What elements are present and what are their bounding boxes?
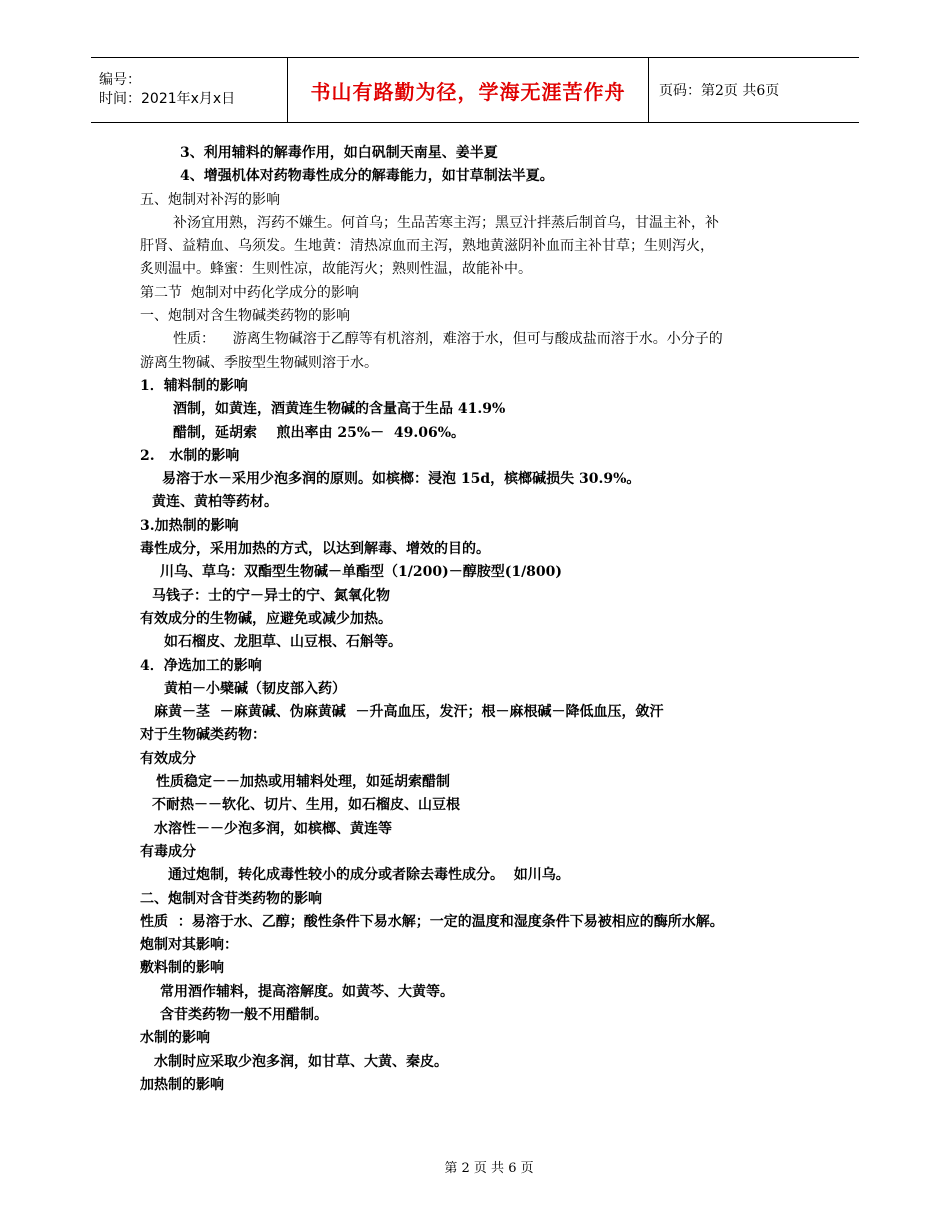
text-line: 醋制，延胡索 煎出率由 25%－ 49.06%。	[173, 424, 466, 441]
text-line: 性质： 游离生物碱溶于乙醇等有机溶剂，难溶于水，但可与酸成盐而溶于水。小分子的	[173, 331, 723, 348]
document-body	[140, 142, 830, 1097]
subsection-heading: 敷料制的影响	[140, 960, 224, 977]
section-heading: 第二节 炮制对中药化学成分的影响	[140, 284, 359, 301]
text-line: 性质稳定－－加热或用辅料处理，如延胡索醋制	[156, 774, 450, 791]
text-line: 3、利用辅料的解毒作用，如白矾制天南星、姜半夏	[180, 145, 498, 161]
text-line: 黄柏－小檗碱（韧皮部入药）	[164, 680, 346, 697]
document-time: 时间：2021年x月x日	[99, 91, 236, 107]
text-line: 酒制，如黄连，酒黄连生物碱的含量高于生品 41.9%	[173, 401, 506, 418]
text-line: 水溶性－－少泡多润，如槟榔、黄连等	[154, 820, 392, 837]
header-page-info: 页码：第2页 共6页	[659, 83, 780, 99]
page-footer	[0, 1157, 950, 1176]
subsection-heading: 加热制的影响	[140, 1076, 224, 1093]
text-line: 炮制对其影响：	[140, 937, 238, 954]
text-line: 有效成分的生物碱，应避免或减少加热。	[140, 610, 392, 627]
subsection-heading: 1．辅料制的影响	[140, 377, 248, 394]
text-line: 性质 ：易溶于水、乙醇；酸性条件下易水解；一定的温度和湿度条件下易被相应的酶所水解。	[140, 913, 724, 930]
footer-page-number: 第 2 页 共 6 页	[444, 1161, 534, 1176]
text-line: 黄连、黄柏等药材。	[152, 494, 278, 511]
text-line: 毒性成分，采用加热的方式，以达到解毒、增效的目的。	[140, 541, 490, 558]
section-heading: 二、炮制对含苷类药物的影响	[140, 890, 322, 907]
text-line: 不耐热－－软化、切片、生用，如石榴皮、山豆根	[152, 797, 460, 814]
subsection-heading: 2. 水制的影响	[140, 447, 240, 464]
header-meta	[91, 58, 287, 122]
text-line: 对于生物碱类药物：	[140, 727, 266, 744]
text-line: 常用酒作辅料，提高溶解度。如黄芩、大黄等。	[160, 983, 454, 1000]
subsection-heading: 4．净选加工的影响	[140, 657, 262, 674]
text-line: 通过炮制，转化成毒性较小的成分或者除去毒性成分。 如川乌。	[168, 867, 570, 884]
text-line: 4、增强机体对药物毒性成分的解毒能力，如甘草制法半夏。	[180, 168, 554, 185]
document-number-label: 编号：	[99, 72, 141, 88]
text-line: 马钱子：士的宁－异士的宁、氮氧化物	[152, 587, 390, 604]
text-line: 炙则温中。蜂蜜：生则性凉，故能泻火；熟则性温，故能补中。	[140, 261, 532, 278]
text-line: 有效成分	[140, 750, 196, 767]
text-line: 易溶于水－采用少泡多润的原则。如槟榔：浸泡 15d，槟榔碱损失 30.9%。	[162, 471, 641, 488]
page-header	[91, 57, 859, 123]
section-heading: 五、炮制对补泻的影响	[140, 191, 280, 208]
section-heading: 一、炮制对含生物碱类药物的影响	[140, 308, 350, 325]
text-line: 有毒成分	[140, 843, 196, 860]
text-line: 川乌、草乌：双酯型生物碱－单酯型（1/200)－醇胺型(1/800)	[160, 564, 563, 581]
subsection-heading: 水制的影响	[140, 1030, 210, 1047]
subsection-heading: 3.加热制的影响	[140, 517, 239, 534]
text-line: 肝肾、益精血、乌须发。生地黄：清热凉血而主泻，熟地黄滋阴补血而主补甘草；生则泻火，	[140, 238, 714, 255]
text-line: 麻黄－茎 －麻黄碱、伪麻黄碱 －升高血压，发汗；根－麻根碱－降低血压，敛汗	[154, 704, 664, 721]
text-line: 含苷类药物一般不用醋制。	[160, 1006, 328, 1023]
text-line: 如石榴皮、龙胆草、山豆根、石斛等。	[164, 634, 402, 651]
text-line: 水制时应采取少泡多润，如甘草、大黄、秦皮。	[154, 1053, 448, 1070]
header-motto: 书山有路勤为径，学海无涯苦作舟	[287, 58, 649, 122]
text-line: 游离生物碱、季胺型生物碱则溶于水。	[140, 354, 378, 371]
text-line: 补汤宜用熟，泻药不嫌生。何首乌；生品苦寒主泻；黑豆汁拌蒸后制首乌，甘温主补，补	[173, 214, 719, 231]
